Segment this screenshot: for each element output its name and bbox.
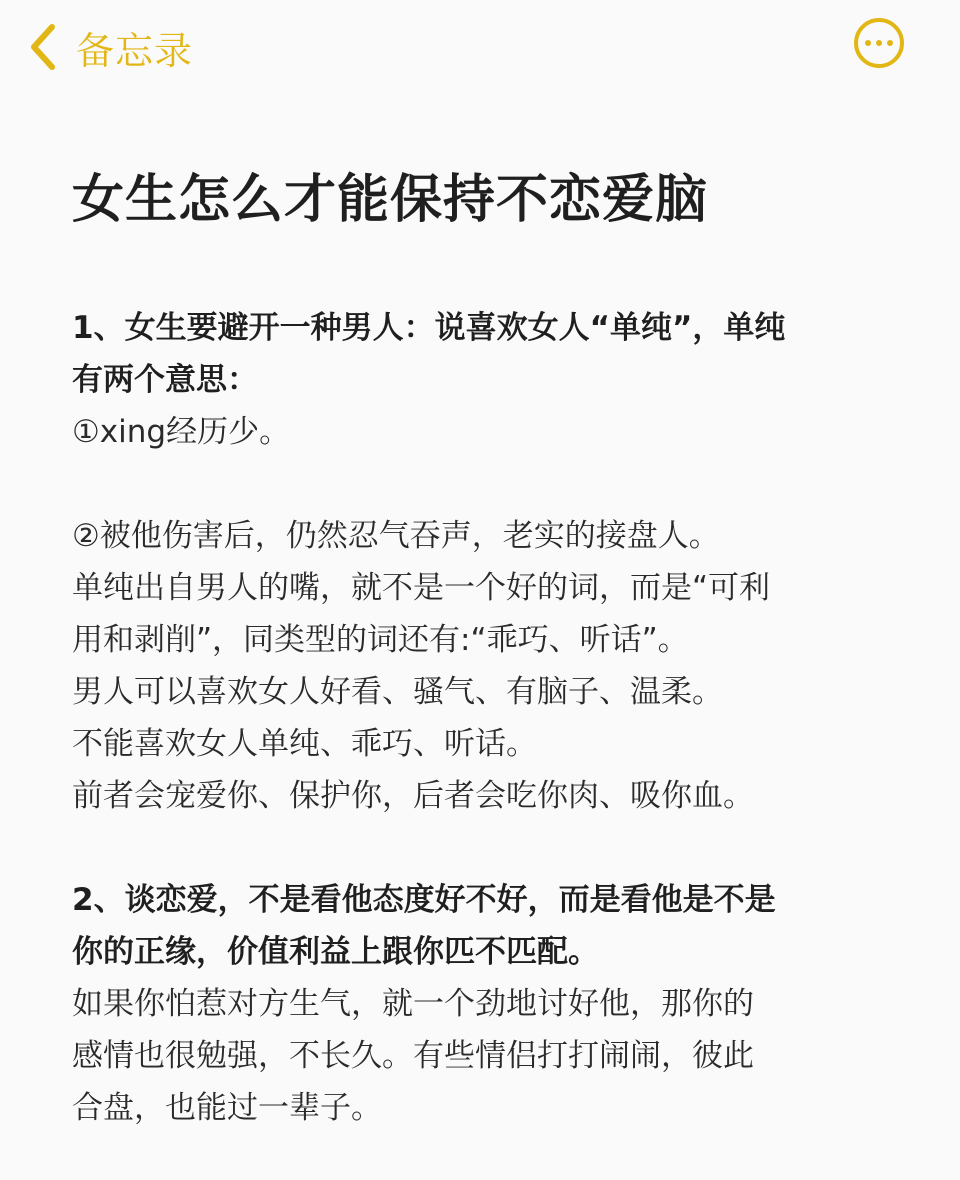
note-body[interactable] [72,160,902,1134]
body-line: ②被他伤害后，仍然忍气吞声，老实的接盘人。 [72,518,720,554]
section-heading-line: 1、女生要避开一种男人：说喜欢女人“单纯”，单纯 [72,310,786,346]
body-line: 单纯出自男人的嘴，就不是一个好的词，而是“可利 [72,570,771,606]
more-dot [887,40,893,46]
body-line: 合盘，也能过一辈子。 [72,1090,382,1126]
note-section-3 [72,874,902,1134]
note-title: 女生怎么才能保持不恋爱脑 [72,170,709,230]
nav-bar [0,0,960,95]
section-heading-line: 你的正缘，价值利益上跟你匹不匹配。 [72,934,599,970]
chevron-left-icon [28,23,58,71]
more-dot [876,40,882,46]
body-line: 如果你怕惹对方生气，就一个劲地讨好他，那你的 [72,986,754,1022]
body-line: 前者会宠爱你、保护你，后者会吃你肉、吸你血。 [72,778,754,814]
note-section-1 [72,302,902,458]
body-line: 感情也很勉强，不长久。有些情侣打打闹闹，彼此 [72,1038,754,1074]
section-heading-line: 有两个意思： [72,362,258,398]
back-button[interactable] [28,18,193,76]
more-button[interactable] [854,18,904,68]
body-line: ①xing经历少。 [72,414,291,450]
back-label: 备忘录 [76,28,194,73]
body-line: 不能喜欢女人单纯、乖巧、听话。 [72,726,537,762]
more-horizontal-icon [865,40,871,46]
section-heading-line: 2、谈恋爱，不是看他态度好不好，而是看他是不是 [72,882,776,918]
body-line: 男人可以喜欢女人好看、骚气、有脑子、温柔。 [72,674,723,710]
body-line: 用和剥削”，同类型的词还有:“乖巧、听话”。 [72,622,689,658]
note-section-2 [72,510,902,822]
